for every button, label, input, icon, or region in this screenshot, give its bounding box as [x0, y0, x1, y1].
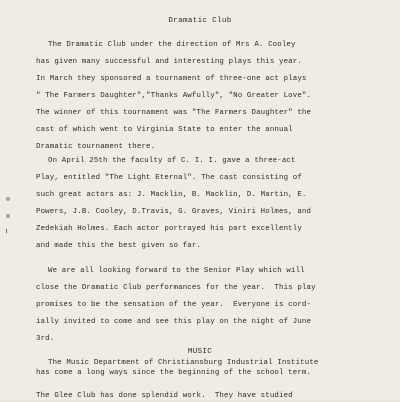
text-line: The Music Department of Christiansburg Industrial Institute — [48, 359, 319, 367]
text-line: The Dramatic Club under the direction of Mrs A. Cooley — [48, 41, 296, 49]
text-line: 3rd. — [36, 335, 55, 343]
text-line: promises to be the sensation of the year. Everyone is cord- — [36, 301, 312, 309]
text-line: has come a long ways since the beginning of the school term. — [36, 369, 312, 377]
music-heading: MUSIC — [187, 348, 213, 356]
text-line: The winner of this tournament was "The Farmers Daughter" the — [36, 109, 312, 117]
text-line: The Glee Club has done splendid work. They have studied — [36, 392, 293, 400]
paragraph-senior-play — [36, 263, 376, 348]
text-line: In March they sponsored a tournament of three-one act plays — [36, 75, 307, 83]
punch-hole-mark — [6, 214, 10, 218]
text-line: has given many successful and interesting plays this year. — [36, 58, 302, 66]
text-line: " The Farmers Daughter","Thanks Awfully", "No Greater Love". — [36, 92, 312, 100]
punch-hole-mark — [6, 197, 10, 201]
text-line: Dramatic tournament there. — [36, 143, 156, 151]
paragraph-music — [36, 358, 376, 402]
paragraph-faculty-play — [36, 153, 376, 255]
text-line: Powers, J.B. Cooley, D.Travis, G. Graves, Viniri Holmes, and — [36, 208, 312, 216]
text-line: cast of which went to Virginia State to enter the annual — [36, 126, 293, 134]
document-title: Dramatic Club — [168, 17, 232, 25]
text-line: Play, entitled "The Light Eternal". The cast consisting of — [36, 174, 302, 182]
text-line: We are all looking forward to the Senior Play which will — [48, 267, 305, 275]
text-line: close the Dramatic Club performances for the year. This play — [36, 284, 316, 292]
text-line: ially invited to come and see this play on the night of June — [36, 318, 312, 326]
text-line: such great actors as: J. Macklin, B. Macklin, D. Martin, E. — [36, 191, 307, 199]
text-line: Zedekiah Holmes. Each actor portrayed his part excellently — [36, 225, 302, 233]
paragraph-tournament — [36, 37, 376, 156]
text-line: On April 25th the faculty of C. I. I. gave a three-act — [48, 157, 296, 165]
text-line: and made this the best given so far. — [36, 242, 202, 250]
margin-mark — [6, 229, 7, 233]
